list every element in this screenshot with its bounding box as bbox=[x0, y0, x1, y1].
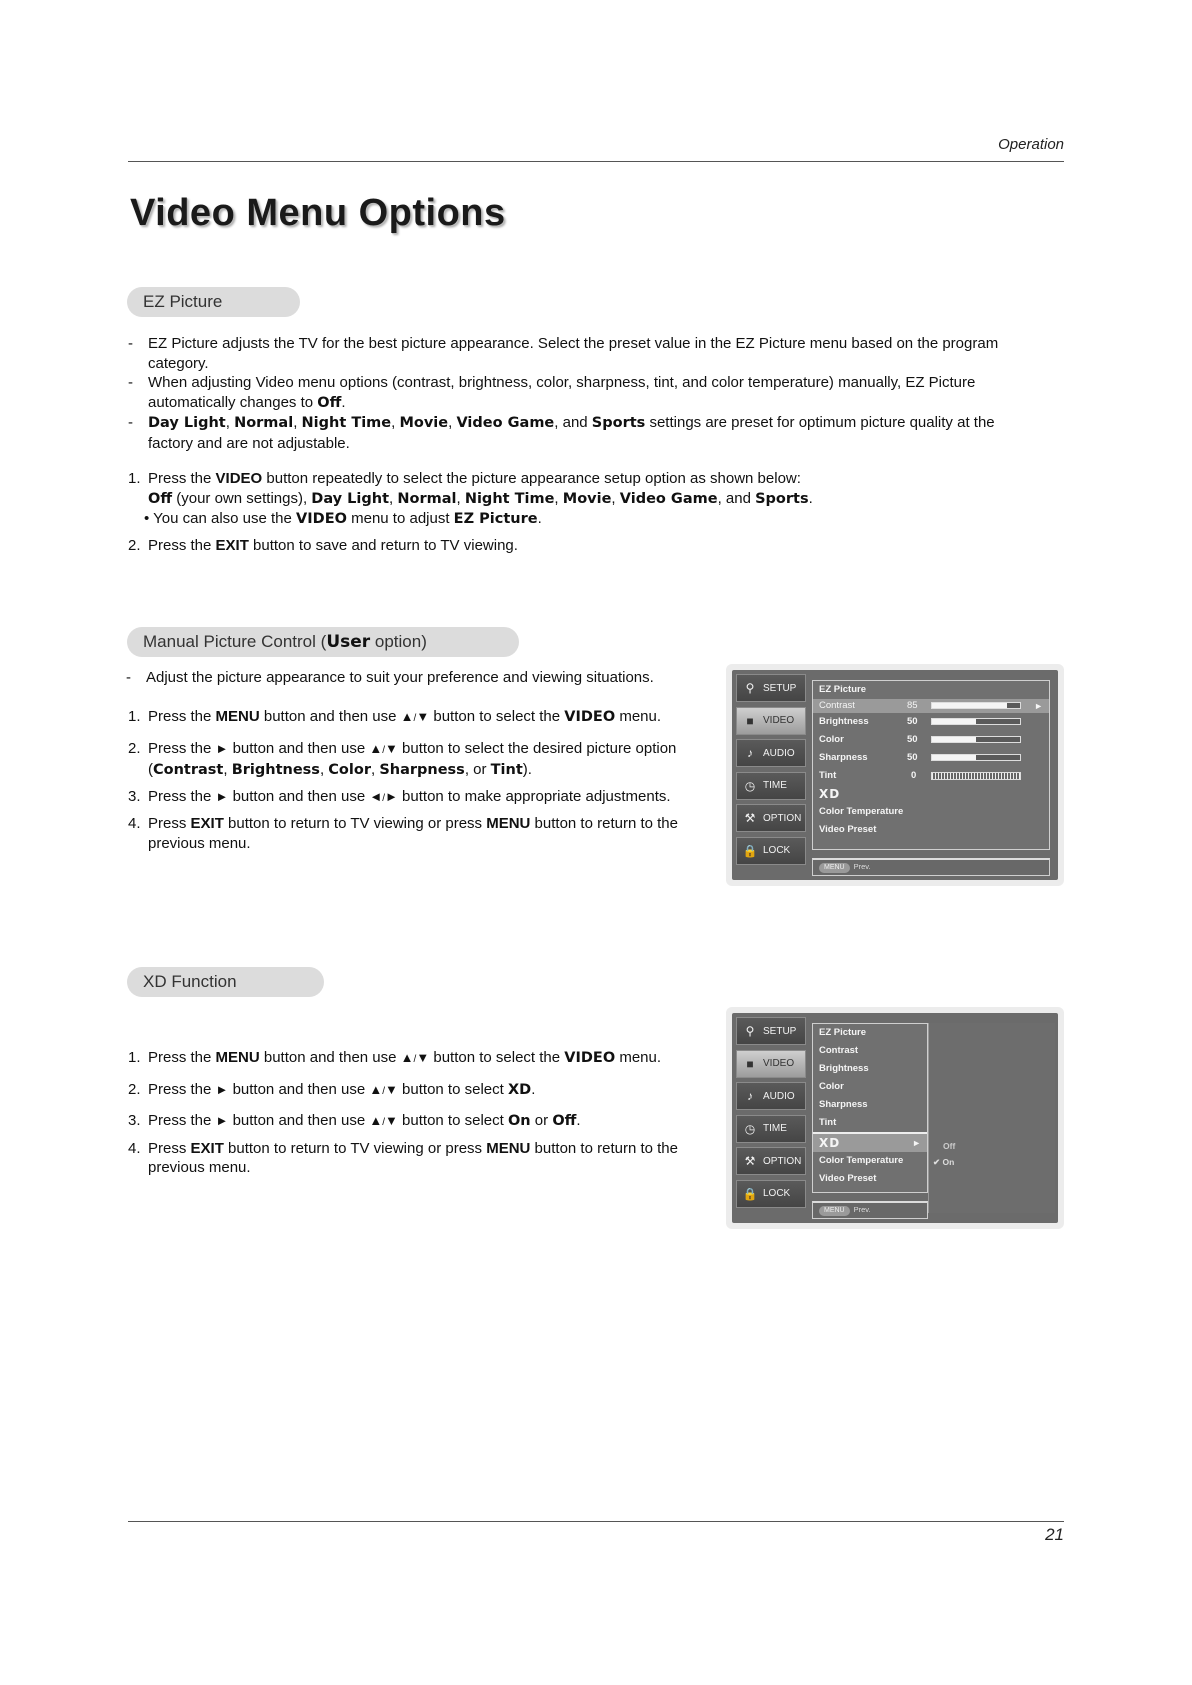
right-arrow-icon: ► bbox=[215, 1081, 229, 1097]
section-heading-xd-function: XD Function bbox=[127, 967, 324, 997]
ez-picture-steps bbox=[128, 469, 1028, 555]
manual-bullet: - Adjust the picture appearance to suit your preference and viewing situations. bbox=[126, 669, 654, 686]
right-arrow-icon: ► bbox=[215, 788, 229, 804]
menu-item-ez-picture: EZ Picture bbox=[819, 684, 866, 695]
menu-item-ez-picture: EZ Picture bbox=[819, 1027, 866, 1038]
xd-step-2: 2. Press the ► button and then use ▲/▼ button to select XD. bbox=[128, 1080, 536, 1098]
prev-bar: MENU Prev. bbox=[812, 858, 1050, 876]
up-arrow-icon: ▲ bbox=[369, 1081, 383, 1097]
footer-rule bbox=[128, 1521, 1064, 1522]
menu-item-color-temperature: Color Temperature bbox=[819, 1155, 904, 1166]
down-arrow-icon: ▼ bbox=[385, 740, 398, 756]
xd-step-1: 1. Press the MENU button and then use ▲/▼ button to select the VIDEO menu. bbox=[128, 1049, 662, 1066]
menu-item-brightness: Brightness bbox=[819, 1063, 869, 1074]
tv-screen-icon: ■ bbox=[746, 713, 754, 728]
bullet-ez-manual: - When adjusting Video menu options (contrast, brightness, color, sharpness, tint, and color temperature) manually, EZ Picture automatically changes to Off. bbox=[128, 374, 976, 411]
menu-item-contrast: Contrast 85 ► bbox=[813, 699, 1049, 713]
xd-sub-panel bbox=[928, 1023, 1055, 1213]
satellite-dish-icon: ⚲ bbox=[745, 681, 755, 695]
right-arrow-icon: ► bbox=[215, 1113, 229, 1128]
down-arrow-icon: ▼ bbox=[385, 1113, 398, 1128]
side-item-video: ■ VIDEO bbox=[736, 1050, 806, 1078]
right-arrow-icon: ► bbox=[215, 740, 229, 756]
menu-item-contrast: Contrast bbox=[819, 1045, 859, 1056]
side-item-setup: ⚲ SETUP bbox=[736, 1017, 806, 1045]
side-item-video: ■ VIDEO bbox=[736, 707, 806, 735]
left-arrow-icon: ◄ bbox=[369, 788, 383, 804]
tv-side-menu bbox=[736, 1017, 806, 1212]
side-item-audio: ♪ AUDIO bbox=[736, 1082, 806, 1110]
side-item-time: ◷ TIME bbox=[736, 1115, 806, 1143]
contrast-bar bbox=[931, 702, 1021, 709]
xd-steps bbox=[128, 1048, 728, 1178]
up-arrow-icon: ▲ bbox=[369, 1113, 383, 1128]
menu-item-brightness: Brightness 50 bbox=[813, 713, 1049, 731]
right-arrow-icon: ► bbox=[912, 1138, 921, 1148]
manual-step-2: 2. Press the ► button and then use ▲/▼ button to select the desired picture option (Contrast, Brightness, Color, Sharpness, or Tint). bbox=[128, 739, 677, 778]
bullet-ez-adjusts: - EZ Picture adjusts the TV for the best picture appearance. Select the preset value in the EZ Picture menu based on the program category. bbox=[128, 335, 999, 372]
xd-option-on: ✔ On bbox=[933, 1157, 955, 1167]
xd-step-4: 4. Press EXIT button to return to TV viewing or press MENU button to return to the previous menu. bbox=[128, 1139, 678, 1176]
section-heading-ez-picture: EZ Picture bbox=[127, 287, 300, 317]
header-rule bbox=[128, 161, 1064, 162]
color-bar bbox=[931, 736, 1021, 743]
padlock-icon: 🔒 bbox=[742, 843, 758, 858]
side-item-lock: 🔒 LOCK bbox=[736, 837, 806, 865]
brightness-bar bbox=[931, 718, 1021, 725]
ez-picture-bullets bbox=[128, 334, 1028, 453]
right-arrow-icon: ► bbox=[1034, 701, 1043, 711]
dash: - bbox=[128, 414, 133, 431]
video-menu-panel bbox=[812, 1023, 928, 1193]
page-number: 21 bbox=[1045, 1525, 1064, 1544]
page-title: Video Menu Options bbox=[130, 192, 506, 234]
clock-icon: ◷ bbox=[744, 778, 756, 793]
xd-option-off: Off bbox=[943, 1141, 956, 1151]
section-heading-manual-picture: Manual Picture Control (User option) bbox=[127, 627, 519, 657]
side-item-setup: ⚲ SETUP bbox=[736, 674, 806, 702]
menu-item-sharpness: Sharpness bbox=[819, 1099, 868, 1110]
xd-step-3: 3. Press the ► button and then use ▲/▼ button to select On or Off. bbox=[128, 1112, 581, 1129]
menu-item-xd: XD ► bbox=[813, 1132, 927, 1152]
side-item-option: ⚒ OPTION bbox=[736, 804, 806, 832]
wrench-icon: ⚒ bbox=[744, 1154, 756, 1168]
tv-menu-screen-xd bbox=[726, 1007, 1064, 1229]
side-item-lock: 🔒 LOCK bbox=[736, 1180, 806, 1208]
menu-item-color-temperature: Color Temperature bbox=[819, 806, 904, 817]
speaker-icon: ♪ bbox=[747, 746, 753, 760]
tv-side-menu bbox=[736, 674, 806, 869]
menu-item-color: Color bbox=[819, 1081, 844, 1092]
tint-bar bbox=[931, 772, 1021, 780]
dash: - bbox=[128, 374, 133, 391]
manual-step-3: 3. Press the ► button and then use ◄/► button to make appropriate adjustments. bbox=[128, 787, 671, 805]
right-arrow-icon: ► bbox=[385, 788, 398, 804]
sharpness-bar bbox=[931, 754, 1021, 761]
manual-step-1: 1. Press the MENU button and then use ▲/▼ button to select the VIDEO menu. bbox=[128, 708, 662, 725]
side-item-option: ⚒ OPTION bbox=[736, 1147, 806, 1175]
down-arrow-icon: ▼ bbox=[416, 709, 430, 724]
menu-item-color: Color 50 bbox=[813, 731, 1049, 749]
clock-icon: ◷ bbox=[744, 1121, 756, 1136]
menu-item-video-preset: Video Preset bbox=[819, 1173, 877, 1184]
ez-step-2: 2. Press the EXIT button to save and return to TV viewing. bbox=[128, 536, 518, 554]
prev-bar: MENU Prev. bbox=[812, 1201, 928, 1219]
side-item-audio: ♪ AUDIO bbox=[736, 739, 806, 767]
down-arrow-icon: ▼ bbox=[385, 1081, 398, 1097]
menu-item-video-preset: Video Preset bbox=[819, 824, 877, 835]
running-header: Operation bbox=[998, 136, 1064, 153]
up-arrow-icon: ▲ bbox=[369, 740, 383, 756]
bullet-ez-presets: - Day Light, Normal, Night Time, Movie, Video Game, and Sports settings are preset for optimum picture quality at the factory and are not adjustable. bbox=[128, 414, 995, 452]
menu-item-sharpness: Sharpness 50 bbox=[813, 749, 1049, 767]
up-arrow-icon: ▲ bbox=[400, 709, 414, 724]
menu-item-tint: Tint bbox=[819, 1117, 837, 1128]
menu-item-xd: XD bbox=[819, 787, 841, 801]
padlock-icon: 🔒 bbox=[742, 1186, 758, 1201]
down-arrow-icon: ▼ bbox=[416, 1050, 430, 1065]
manual-step-4: 4. Press EXIT button to return to TV viewing or press MENU button to return to the previous menu. bbox=[128, 815, 678, 852]
tv-screen-icon: ■ bbox=[746, 1056, 754, 1071]
speaker-icon: ♪ bbox=[747, 1089, 753, 1103]
menu-item-tint: Tint 0 bbox=[813, 767, 1049, 785]
wrench-icon: ⚒ bbox=[744, 811, 756, 825]
satellite-dish-icon: ⚲ bbox=[745, 1024, 755, 1038]
tv-menu-screen-manual bbox=[726, 664, 1064, 886]
check-icon: ✔ bbox=[933, 1157, 941, 1167]
side-item-time: ◷ TIME bbox=[736, 772, 806, 800]
video-menu-panel bbox=[812, 680, 1050, 850]
ez-step-1: 1. Press the VIDEO button repeatedly to select the picture appearance setup option as shown below: Off (your own settings), Day Light, Normal, Night Time, Movie, Video Game, and Sports. • You can also use the VIDEO menu to adjust EZ Picture. bbox=[128, 470, 813, 527]
up-arrow-icon: ▲ bbox=[400, 1050, 414, 1065]
manual-steps bbox=[128, 707, 728, 853]
dash: - bbox=[128, 335, 133, 352]
